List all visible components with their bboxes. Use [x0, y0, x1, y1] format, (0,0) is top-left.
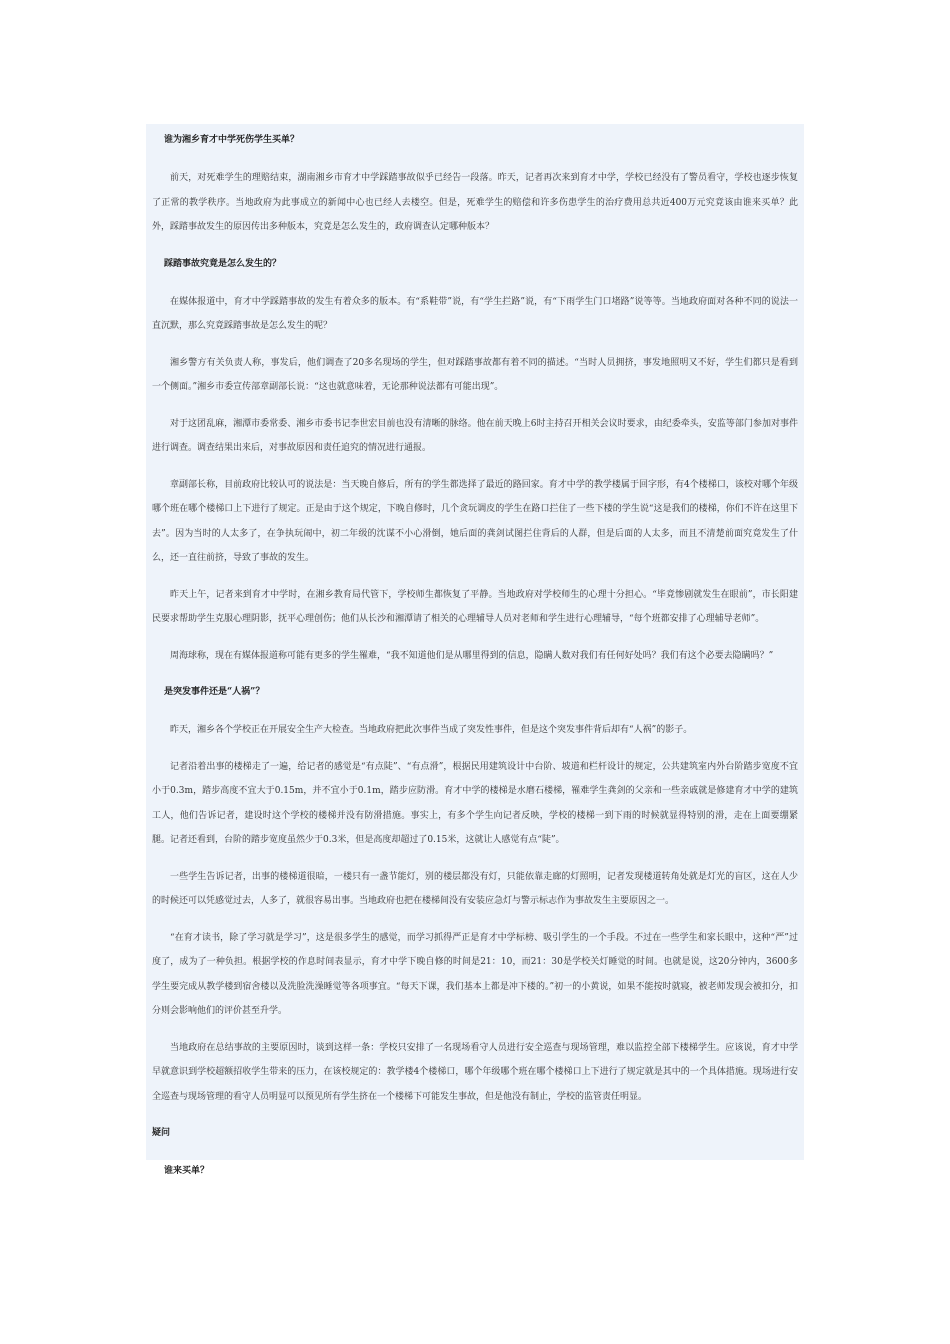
section-heading-question: 疑问: [152, 1128, 171, 1138]
paragraph-intro: 前天，对死难学生的理赔结束，湖南湘乡市育才中学踩踏事故似乎已经告一段落。昨天，记者再次来到育才中学，学校已经没有了警员看守，学校也逐步恢复了正常的教学秩序。当地政府为此事成立的新闻中心也已经人去楼空。但是，死难学生的赔偿和许多伤患学生的治疗费用总共近400万元究竟该由谁来买单？此外，踩踏事故发生的原因传出多种版本，究竟是怎么发生的，政府调查认定哪种版本？: [152, 173, 798, 232]
section-heading-disaster: 是突发事件还是“人祸”？: [164, 687, 265, 697]
paragraph-police: 湘乡警方有关负责人称，事发后，他们调查了20多名现场的学生，但对踩踏事故都有着不同的描述。“当时人员拥挤，事发地照明又不好，学生们都只是看到一个侧面。”湘乡市委宣传部章副部长说：“这也就意味着，无论那种说法都有可能出现”。: [152, 357, 798, 392]
section-heading-cause: 踩踏事故究竟是怎么发生的？: [164, 258, 282, 269]
article-title: 谁为湘乡育才中学死伤学生买单？: [164, 135, 300, 145]
article-panel: [146, 124, 804, 1176]
paragraph-psychology: 昨天上午，记者来到育才中学时，在湘乡教育局代管下，学校师生都恢复了平静。当地政府对学校师生的心理十分担心。“毕竟惨剧就发生在眼前”，市长阳建民要求帮助学生克服心理阴影，抚平心理创伤；他们从长沙和湘潭请了相关的心理辅导人员对老师和学生进行心理辅导，“每个班都安排了心理辅导老师”。: [152, 589, 798, 624]
paragraph-schedule: “在育才读书，除了学习就是学习”，这是很多学生的感觉，而学习抓得严正是育才中学标榜、吸引学生的一个手段。不过在一些学生和家长眼中，这种“严”过度了，成为了一种负担。根据学校的作息时间表显示，育才中学下晚自修的时间是21：10，而21：30是学校关灯睡觉的时间。也就是说，这20分钟内，3600多学生要完成从教学楼到宿舍楼以及洗脸洗澡睡觉等各项事宜。“每天下课，我们基本上都是冲下楼的。”初一的小黄说，如果不能按时就寝，被老师发现会被扣分，扣分则会影响他们的评价甚至升学。: [152, 932, 798, 1016]
paragraph-inspection: 昨天，湘乡各个学校正在开展安全生产大检查。当地政府把此次事件当成了突发性事件，但是这个突发事件背后却有“人祸”的影子。: [170, 725, 693, 735]
paragraph-casualties: 周海球称，现在有媒体报道称可能有更多的学生罹难，“我不知道他们是从哪里得到的信息，隐瞒人数对我们有任何好处吗？我们有这个必要去隐瞒吗？”: [170, 650, 774, 661]
paragraph-official-account: 章副部长称，目前政府比较认可的说法是：当天晚自修后，所有的学生都选择了最近的路回家。育才中学的教学楼属于回字形，有4个楼梯口，该校对哪个年级哪个班在哪个楼梯口上下进行了规定。正是由于这个规定，下晚自修时，几个贪玩调皮的学生在路口拦住了一些下楼的学生说“这是我们的楼梯，你们不许在这里下去”。因为当时的人太多了，在争执玩闹中，初二年级的沈谋不小心滑倒，她后面的龚剑试图拦住背后的人群，但是后面的人太多，而且不清楚前面究竟发生了什么，还一直往前挤，导致了事故的发生。: [152, 479, 798, 563]
paragraph-versions: 在媒体报道中，育才中学踩踏事故的发生有着众多的版本。有“系鞋带”说，有“学生拦路”说，有“下雨学生门口堵路”说等等。当地政府面对各种不同的说法一直沉默，那么究竟踩踏事故是怎么发生的呢？: [152, 296, 798, 331]
paragraph-investigation: 对于这团乱麻，湘潭市委常委、湘乡市委书记李世宏目前也没有清晰的脉络。他在前天晚上6时主持召开相关会议时要求，由纪委牵头，安监等部门参加对事件进行调查。调查结果出来后，对事故原因和责任追究的情况进行通报。: [152, 418, 798, 453]
paragraph-lighting: 一些学生告诉记者，出事的楼梯道很暗，一楼只有一盏节能灯，别的楼层都没有灯，只能依靠走廊的灯照明，记者发现楼道转角处就是灯光的盲区，这在人少的时候还可以凭感觉过去，人多了，就很容易出事。当地政府也把在楼梯间没有安装应急灯与警示标志作为事故发生主要原因之一。: [152, 871, 798, 906]
paragraph-supervision: 当地政府在总结事故的主要原因时，谈到这样一条：学校只安排了一名现场看守人员进行安全巡查与现场管理，难以监控全部下楼梯学生。应该说，育才中学早就意识到学校超额招收学生带来的压力，在该校规定的：教学楼4个楼梯口，哪个年级哪个班在哪个楼梯口上下进行了规定就是其中的一个具体措施。现场进行安全巡查与现场管理的看守人员明显可以预见所有学生挤在一个楼梯下可能发生事故，但是他没有制止，学校的监管责任明显。: [152, 1042, 798, 1102]
paragraph-stairs: 记者沿着出事的楼梯走了一遍，给记者的感觉是“有点陡”、“有点滑”，根据民用建筑设计中台阶、坡道和栏杆设计的规定，公共建筑室内外台阶踏步宽度不宜小于0.3m，踏步高度不宜大于0.15m，并不宜小于0.1m，踏步应防滑。育才中学的楼梯是水磨石楼梯，罹难学生龚剑的父亲和一些亲戚就是修建育才中学的建筑工人，他们告诉记者，建设时这个学校的楼梯并没有防滑措施。事实上，有多个学生向记者反映，学校的楼梯一到下雨的时候就显得特别的滑，走在上面要绷紧腿。记者还看到，台阶的踏步宽度虽然少于0.3米，但是高度却超过了0.15米，这就让人感觉有点“陡”。: [152, 761, 798, 845]
section-heading-who-pays: 谁来买单？: [164, 1166, 210, 1176]
